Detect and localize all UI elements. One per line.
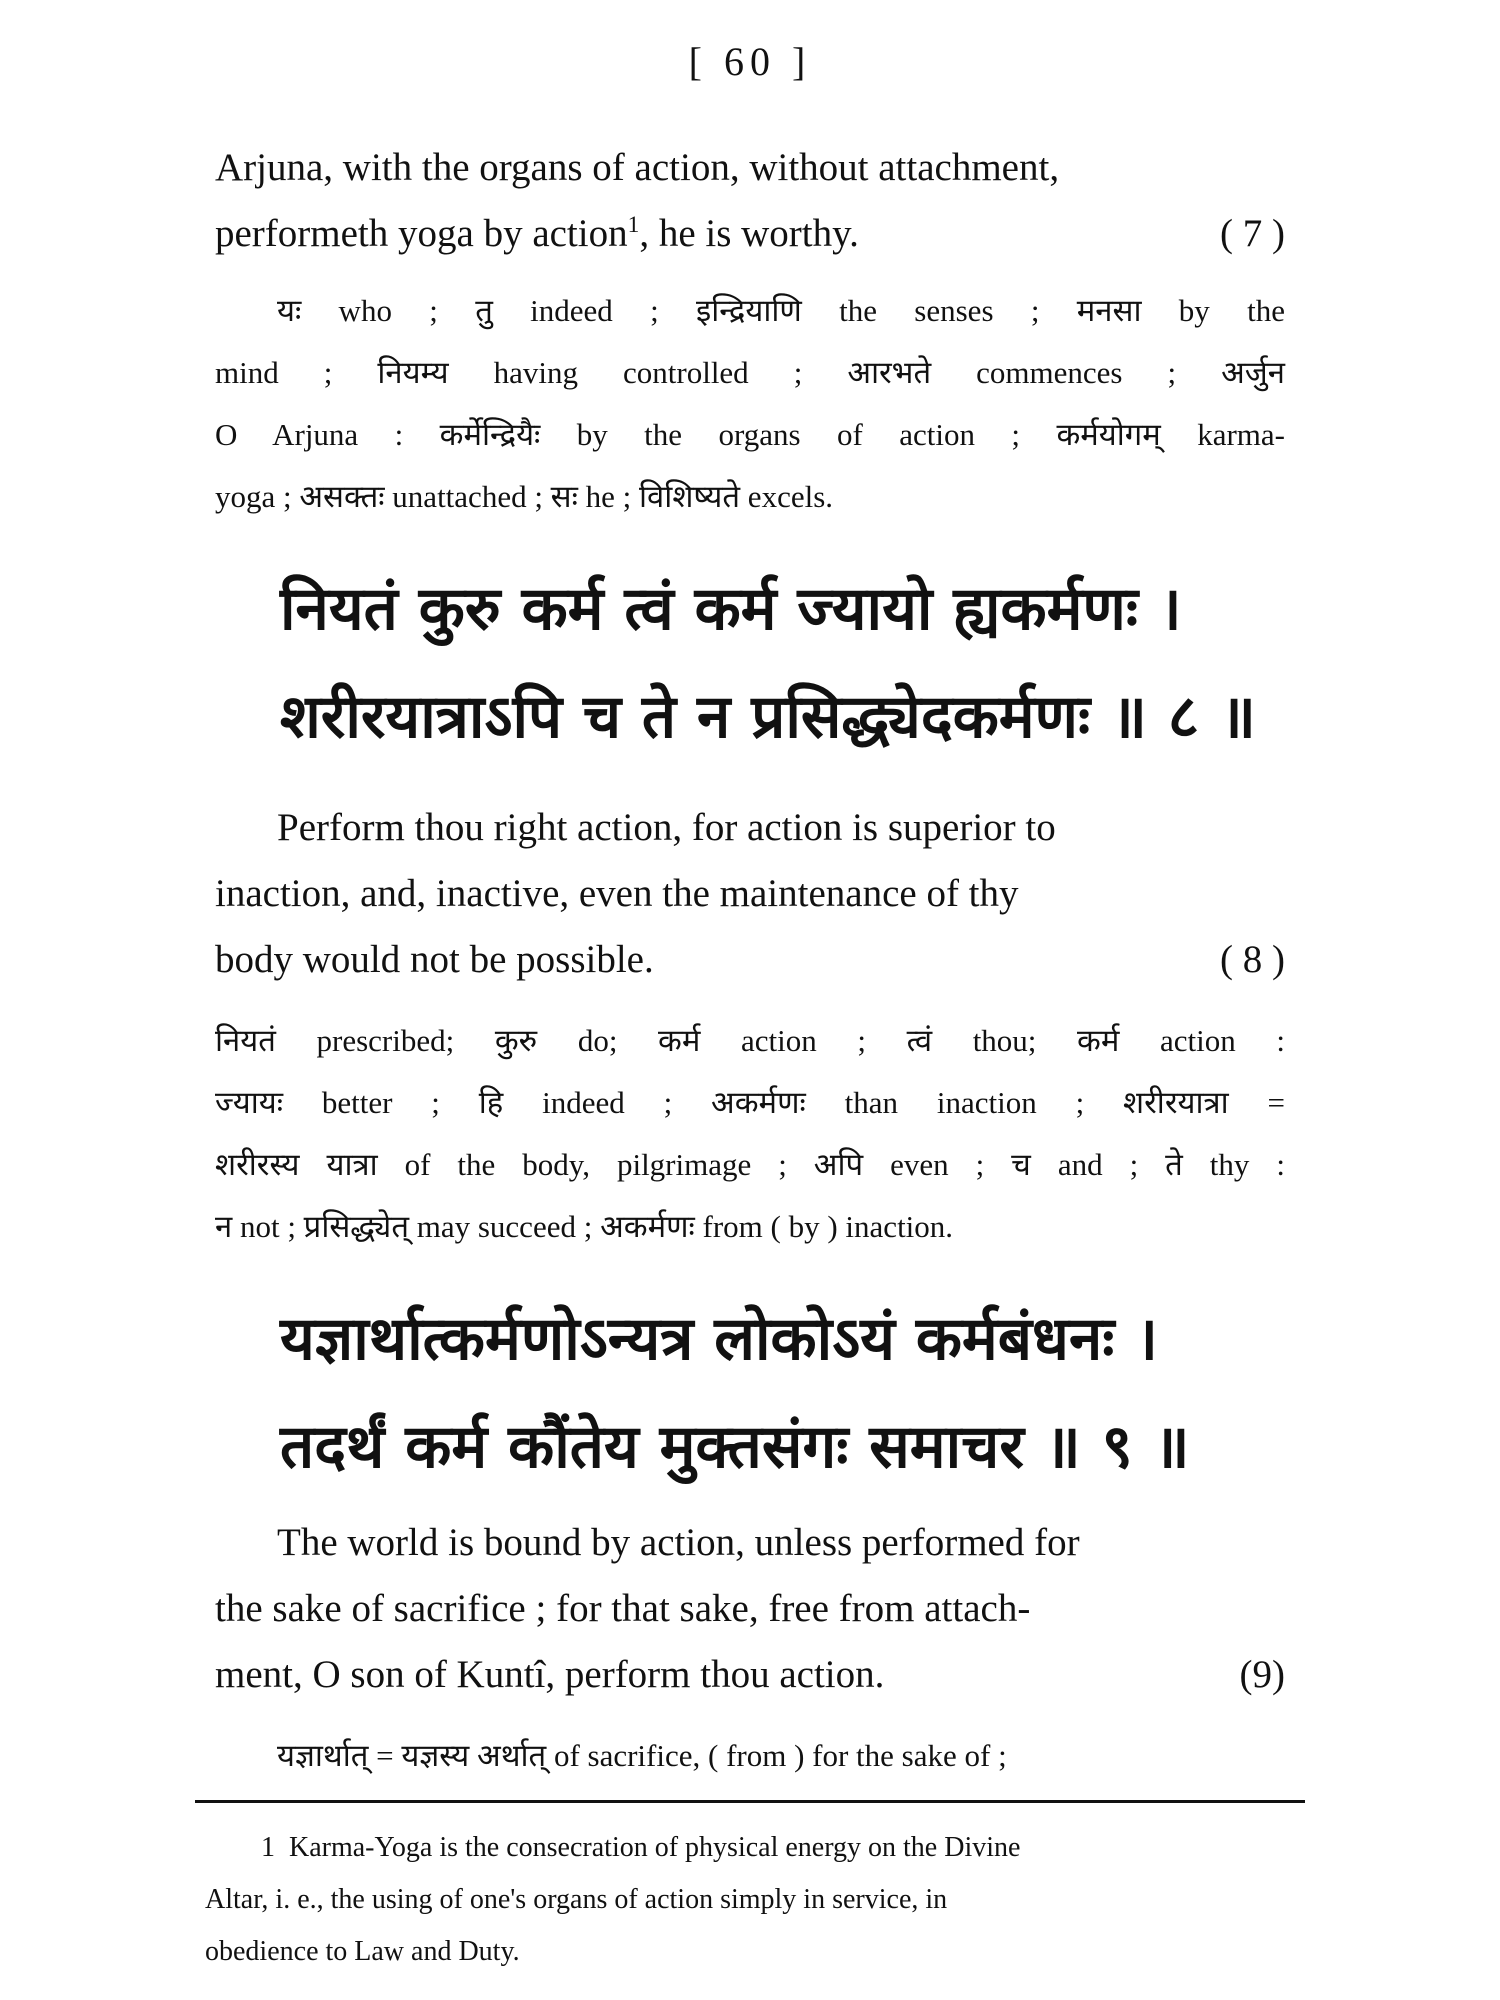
sloka-8-line-2: शरीरयात्राऽपि च ते न प्रसिद्ध्येदकर्मणः ॥ ८ ॥ <box>280 682 1256 752</box>
verse-7-gloss <box>215 280 1285 528</box>
footnote-line-2: Altar, i. e., the using of one's organs of action simply in service, in <box>205 1884 948 1915</box>
verse-9-gloss <box>215 1725 1285 1787</box>
verse-8-line-2 <box>215 861 1285 927</box>
verse-8-text-2: inaction, and, inactive, even the maintenance of thy <box>215 872 1019 915</box>
verse-9-line-3 <box>215 1642 1285 1708</box>
verse-8-text-3: body would not be possible. <box>215 938 654 981</box>
gloss-8-line-1: नियतं prescribed; कुरु do; कर्म action ; त्वं thou; कर्म action : <box>215 1023 1285 1058</box>
gloss-8-line-4: न not ; प्रसिद्ध्येत् may succeed ; अकर्मणः from ( by ) inaction. <box>215 1209 954 1244</box>
sloka-8 <box>280 555 1280 771</box>
footnote-ref: 1 <box>627 212 640 238</box>
verse-9-text-1: The world is bound by action, unless performed for <box>277 1521 1080 1564</box>
sloka-9 <box>280 1285 1280 1501</box>
footnote <box>205 1822 1285 1978</box>
verse-9-number: (9) <box>1239 1653 1285 1696</box>
verse-9-line-1 <box>215 1510 1285 1576</box>
footnote-line-3: obedience to Law and Duty. <box>205 1936 520 1967</box>
footnote-divider <box>195 1800 1305 1803</box>
sloka-9-line-2: तदर्थं कर्म कौंतेय मुक्तसंगः समाचर ॥ ९ ॥ <box>280 1412 1190 1482</box>
verse-7-line-1 <box>215 135 1285 201</box>
verse-7-number: ( 7 ) <box>1220 212 1285 255</box>
footnote-text-1: Karma-Yoga is the consecration of physical energy on the Divine <box>289 1832 1021 1863</box>
verse-8-line-3 <box>215 927 1285 993</box>
verse-8-translation <box>215 795 1285 993</box>
sloka-9-line-1: यज्ञार्थात्कर्मणोऽन्यत्र लोकोऽयं कर्मबंधनः । <box>280 1304 1159 1374</box>
verse-8-gloss <box>215 1010 1285 1258</box>
gloss-9-line-1: यज्ञार्थात् = यज्ञस्य अर्थात् of sacrifice, ( from ) for the sake of ; <box>277 1738 1007 1773</box>
gloss-8-line-3: शरीरस्य यात्रा of the body, pilgrimage ; अपि even ; च and ; ते thy : <box>215 1147 1285 1182</box>
footnote-line-1 <box>205 1822 1285 1874</box>
footnote-marker: 1 <box>261 1832 275 1863</box>
verse-9-text-3: ment, O son of Kuntî, perform thou action. <box>215 1653 885 1696</box>
verse-7-text-2 <box>215 201 859 267</box>
verse-7-translation <box>215 135 1285 267</box>
verse-7-text-2a: performeth yoga by action <box>215 212 628 255</box>
verse-9-text-2: the sake of sacrifice ; for that sake, free from attach- <box>215 1587 1031 1630</box>
verse-8-number: ( 8 ) <box>1220 938 1285 981</box>
page-number: [ 60 ] <box>688 39 812 84</box>
gloss-7-line-1: यः who ; तु indeed ; इन्द्रियाणि the senses ; मनसा by the <box>277 293 1285 328</box>
verse-7-line-2 <box>215 201 1285 267</box>
gloss-7-line-4: yoga ; असक्तः unattached ; सः he ; विशिष्यते excels. <box>215 479 834 514</box>
verse-7-text-1: Arjuna, with the organs of action, without attachment, <box>215 146 1060 189</box>
gloss-8-line-2: ज्यायः better ; हि indeed ; अकर्मणः than inaction ; शरीरयात्रा = <box>215 1085 1285 1120</box>
sloka-8-line-1: नियतं कुरु कर्म त्वं कर्म ज्यायो ह्यकर्मणः । <box>280 574 1182 644</box>
gloss-7-line-2: mind ; नियम्य having controlled ; आरभते commences ; अर्जुन <box>215 355 1285 390</box>
verse-9-line-2 <box>215 1576 1285 1642</box>
verse-7-text-2b: , he is worthy. <box>639 212 859 255</box>
gloss-7-line-3: O Arjuna : कर्मेन्द्रियैः by the organs of action ; कर्मयोगम् karma- <box>215 417 1285 452</box>
verse-9-translation <box>215 1510 1285 1708</box>
verse-8-line-1 <box>215 795 1285 861</box>
verse-8-text-1: Perform thou right action, for action is superior to <box>277 806 1056 849</box>
